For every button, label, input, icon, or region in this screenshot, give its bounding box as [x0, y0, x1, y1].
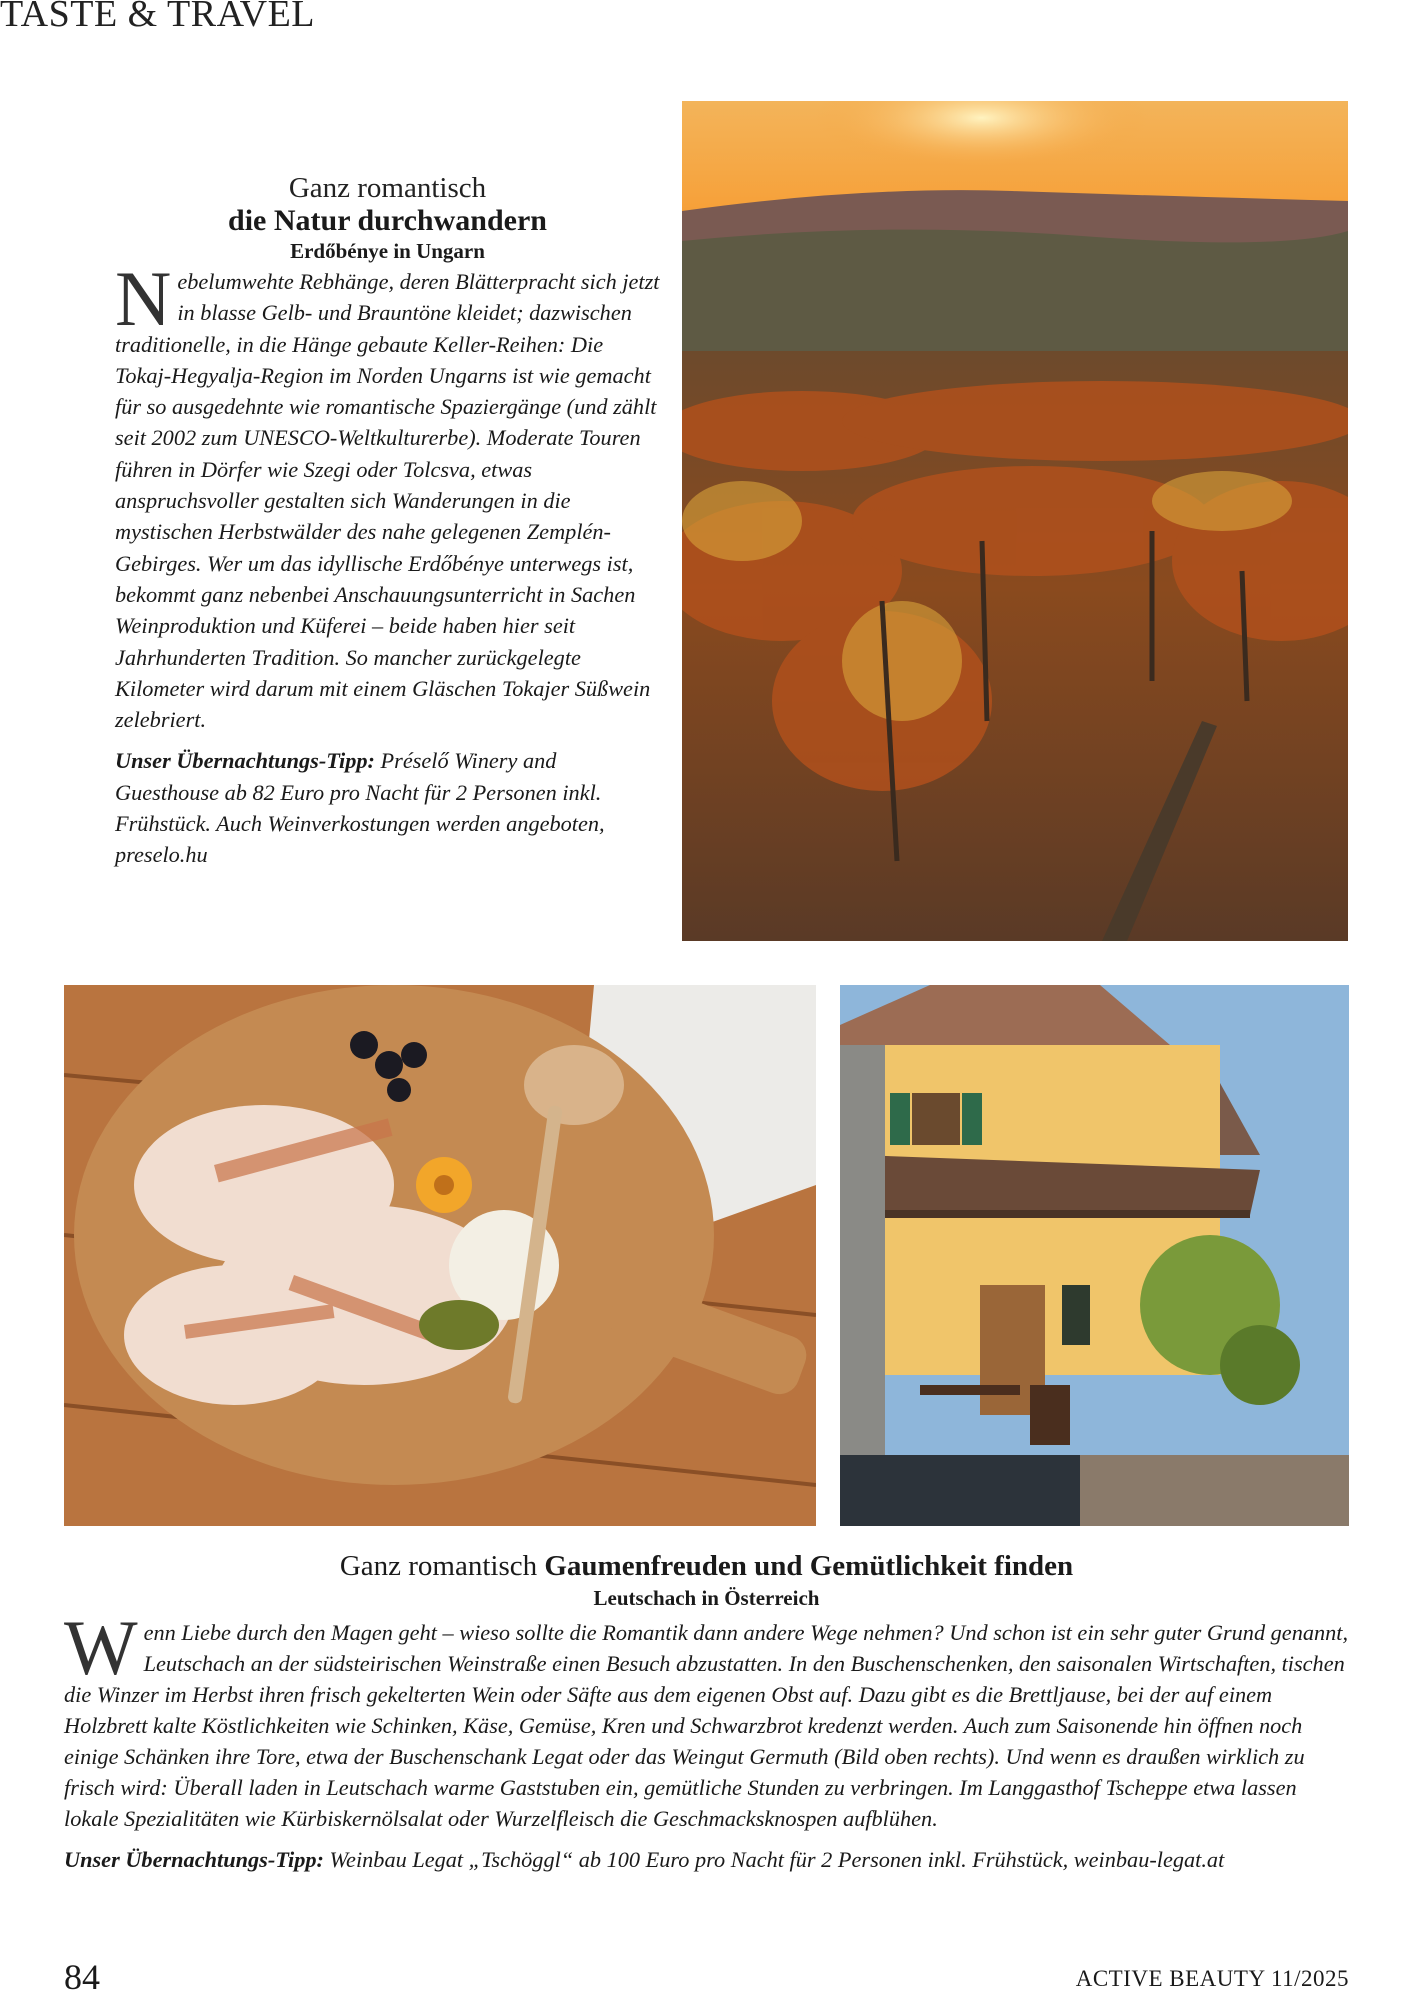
- article2-title: [64, 1550, 1349, 1583]
- platter-photo: [64, 985, 816, 1526]
- article1-kicker: Ganz romantisch: [288, 172, 487, 204]
- article1-tip: [115, 745, 660, 870]
- article2-tip: [64, 1844, 1349, 1875]
- magazine-issue: ACTIVE BEAUTY 11/2025: [1075, 1966, 1349, 1991]
- article1-text: [115, 172, 660, 871]
- article2-tip-text: Weinbau Legat „Tschöggl“ ab 100 Euro pro Nacht für 2 Personen inkl. Frühstück, weinbau-legat.at: [323, 1847, 1225, 1872]
- article1-body: [115, 255, 660, 735]
- article2-tip-label: Unser Übernachtungs-Tipp:: [64, 1847, 324, 1872]
- article1-place: Erdőbénye in Ungarn: [290, 239, 485, 263]
- article1-headline: die Natur durchwandern: [228, 204, 547, 237]
- article1-dropcap: N: [115, 255, 172, 342]
- page-number: 84: [64, 1957, 100, 1997]
- article2-place: Leutschach in Österreich: [593, 1586, 820, 1610]
- article1-tip-text: Préselő Winery and Guesthouse ab 82 Euro pro Nacht für 2 Personen inkl. Frühstück. Auch Weinverkostungen werden angeboten, preselo.hu: [115, 748, 605, 868]
- article1-body-text: ebelumwehte Rebhänge, deren Blätterpracht sich jetzt in blasse Gelb- und Brauntöne kleidet; dazwischen traditionelle, in die Hänge gebaute Keller-Reihen: Die Tokaj-Hegyalja-Region im Norden Ungarns ist wie gemacht für so ausgedehnte wie romantische Spaziergänge (und zählt seit 2002 zum UNESCO-Weltkulturerbe). Moderate Touren führen in Dörfer wie Szegi oder Tolcsva, etwas anspruchsvoller gestalten sich Wanderungen in die mystischen Herbstwälder des nahe gelegenen Zemplén-Gebirges. Wer um das idyllische Erdőbénye unterwegs ist, bekommt ganz nebenbei Anschauungsunterricht in Sachen Weinproduktion und Küferei – beide haben hier seit Jahrhunderten Tradition. So mancher zurückgelegte Kilometer wird darum mit einem Gläschen Tokajer Süßwein zelebriert.: [115, 269, 660, 733]
- vineyard-sunset-photo: [682, 101, 1348, 941]
- article2-dropcap: W: [64, 1604, 138, 1691]
- article2-body: [64, 1604, 1349, 1834]
- article2-headline: Gaumenfreuden und Gemütlichkeit finden: [544, 1550, 1074, 1582]
- article2-body-text: enn Liebe durch den Magen geht – wieso sollte die Romantik dann andere Wege nehmen? Und schon ist ein sehr guter Grund genannt, Leutschach an der südsteirischen Weinstraße einen Besuch abzustatten. In den Buschenschenken, den saisonalen Wirtschaften, tischen die Winzer im Herbst ihren frisch gekelterten Wein oder Säfte aus dem eigenen Obst auf. Dazu gibt es die Brettljause, bei der auf einem Holzbrett kalte Köstlichkeiten wie Schinken, Käse, Gemüse, Kren und Schwarzbrot kredenzt werden. Auch zum Saisonende hin öffnen noch einige Schänken ihre Tore, etwa der Buschenschank Legat oder das Weingut Germuth (Bild oben rechts). Und wenn es draußen wirklich zu frisch wird: Überall laden in Leutschach warme Gaststuben ein, gemütliche Stunden zu verbringen. Im Langgasthof Tscheppe etwa lassen lokale Spezialitäten wie Kürbiskernölsalat oder Wurzelfleisch die Geschmacksknospen aufblühen.: [64, 1620, 1349, 1831]
- section-label: TASTE & TRAVEL: [0, 0, 316, 35]
- article2-kicker: Ganz romantisch: [339, 1550, 545, 1582]
- guesthouse-photo: [840, 985, 1349, 1526]
- article2-text: [64, 1604, 1349, 1875]
- article1-tip-label: Unser Übernachtungs-Tipp:: [115, 748, 375, 774]
